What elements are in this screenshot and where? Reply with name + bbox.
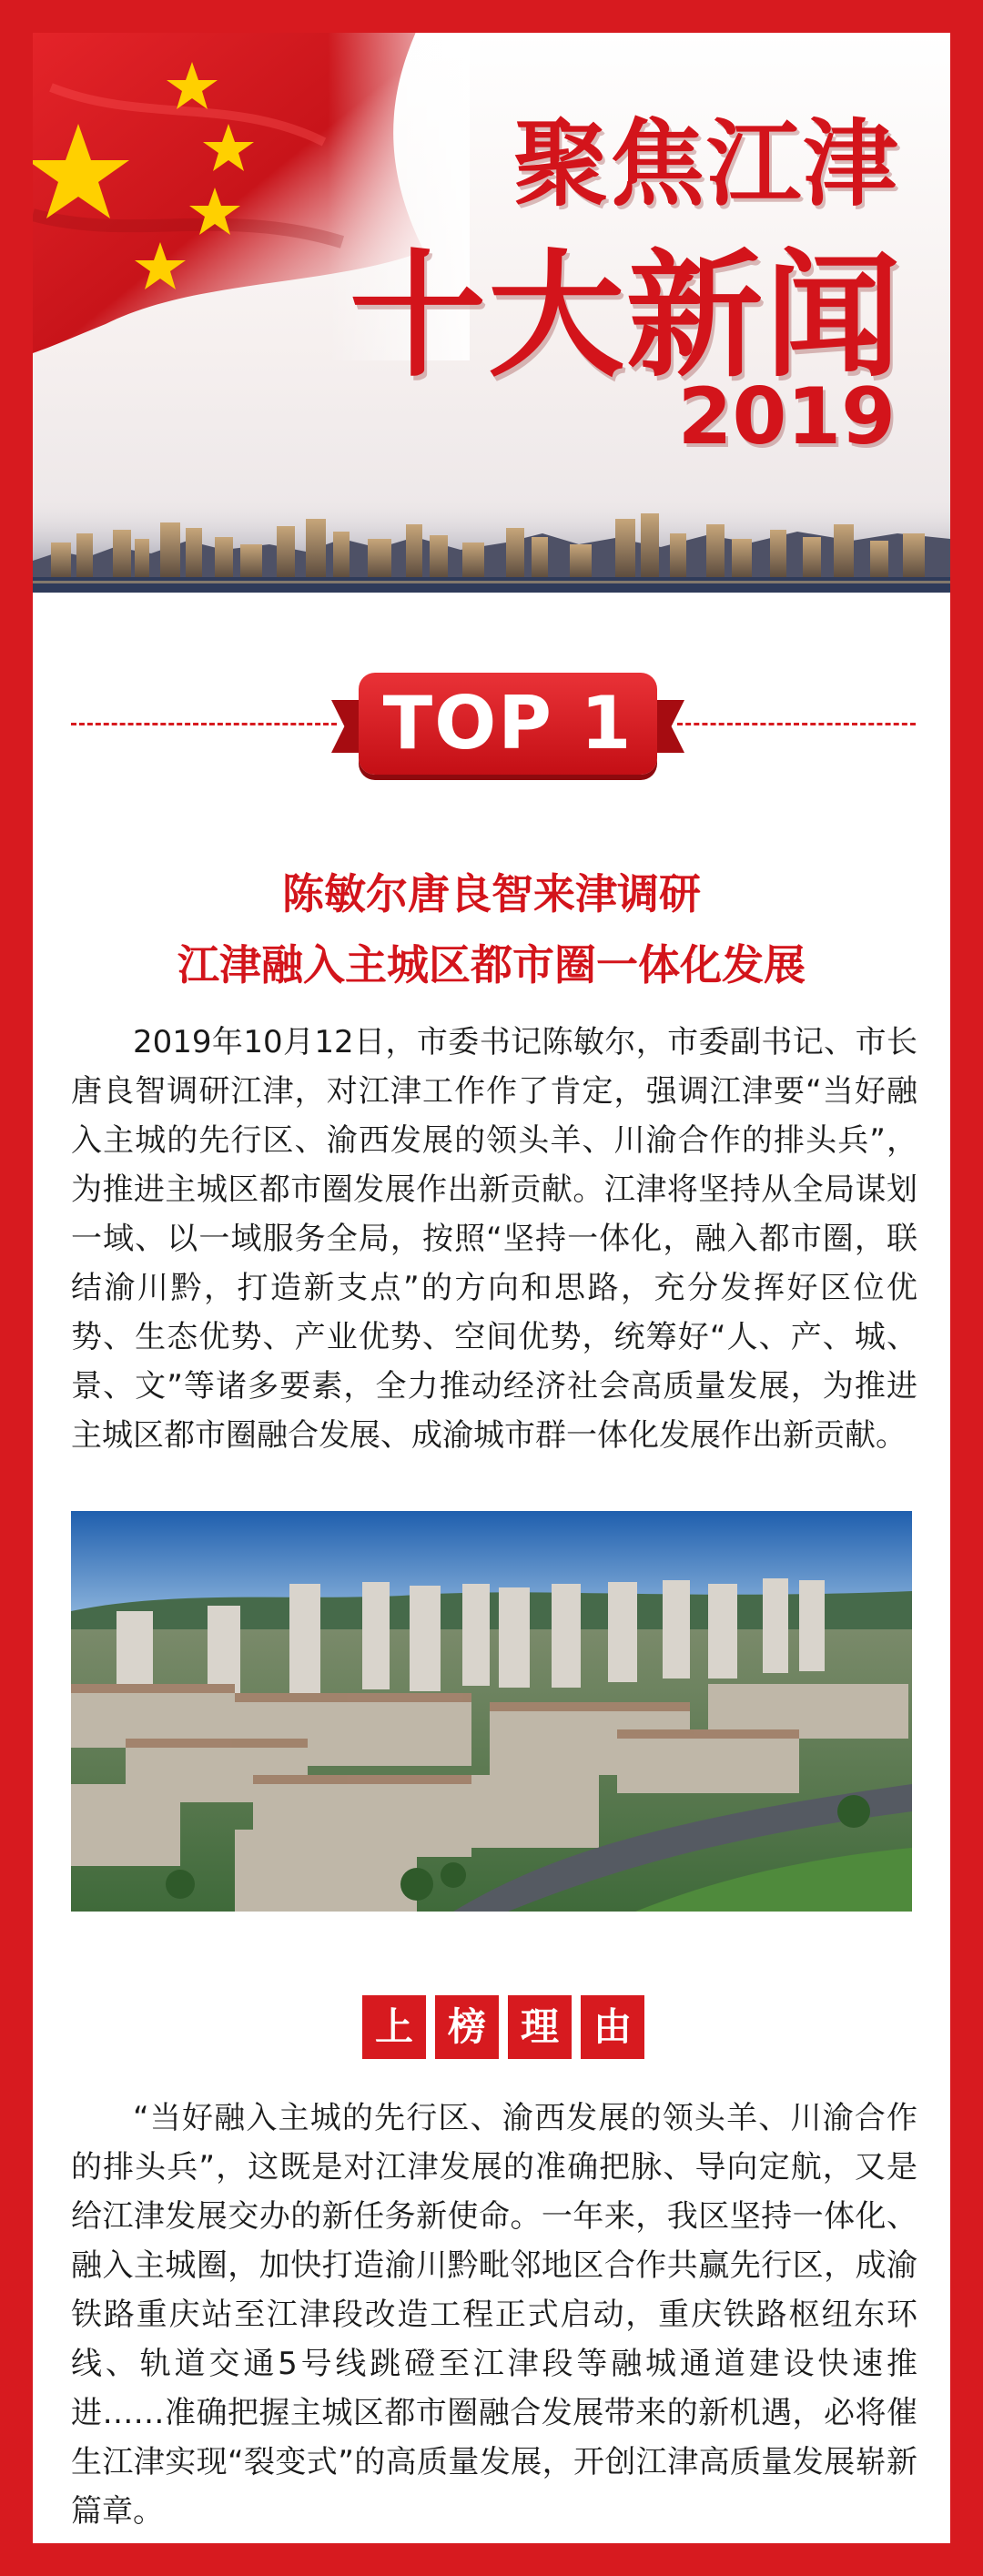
reason-char: 榜 [435,1995,499,2059]
city-skyline-image [33,497,950,593]
headline-line1: 陈敏尔唐良智来津调研 [282,869,701,918]
reason-tag [362,1995,644,2061]
reason-char: 上 [362,1995,426,2059]
residential-district-photo [71,1511,912,1912]
header-banner [33,33,950,593]
dashed-divider-right [677,723,916,725]
rank-label: TOP 1 [382,681,633,766]
poster-panel [33,33,950,2543]
rank-badge [326,673,690,775]
news-paragraph: 2019年10月12日，市委书记陈敏尔，市委副书记、市长唐良智调研江津，对江津工作作了肯定，强调江津要“当好融入主城的先行区、渝西发展的领头羊、川渝合作的排头兵”，为推进主城区都市圈发展作出新贡献。江津将坚持从全局谋划一域、以一域服务全局，按照“坚持一体化，融入都市圈，联结渝川黔，打造新支点”的方向和思路，充分发挥好区位优势、生态优势、产业优势、空间优势，统筹好“人、产、城、景、文”等诸多要素，全力推动经济社会高质量发展，为推进主城区都市圈融合发展、成渝城市群一体化发展作出新贡献。 [71,1024,917,1454]
reason-paragraph: “当好融入主城的先行区、渝西发展的领头羊、川渝合作的排头兵”，这既是对江津发展的准确把脉、导向定航，又是给江津发展交办的新任务新使命。一年来，我区坚持一体化、融入主城圈，加快打造渝川黔毗邻地区合作共赢先行区，成渝铁路重庆站至江津段改造工程正式启动，重庆铁路枢纽东环线、轨道交通5号线跳磴至江津段等融城通道建设快速推进……准确把握主城区都市圈融合发展带来的新机遇，必将催生江津实现“裂变式”的高质量发展，开创江津高质量发展崭新篇章。 [71,2100,917,2530]
reason-char: 由 [581,1995,644,2059]
title-line1: 聚焦江津 [512,108,899,219]
title-line2: 十大新闻 [349,238,903,396]
dashed-divider-left [71,723,337,725]
headline-line2: 江津融入主城区都市圈一体化发展 [177,940,806,989]
reason-char: 理 [508,1995,572,2059]
title-year: 2019 [677,371,896,462]
